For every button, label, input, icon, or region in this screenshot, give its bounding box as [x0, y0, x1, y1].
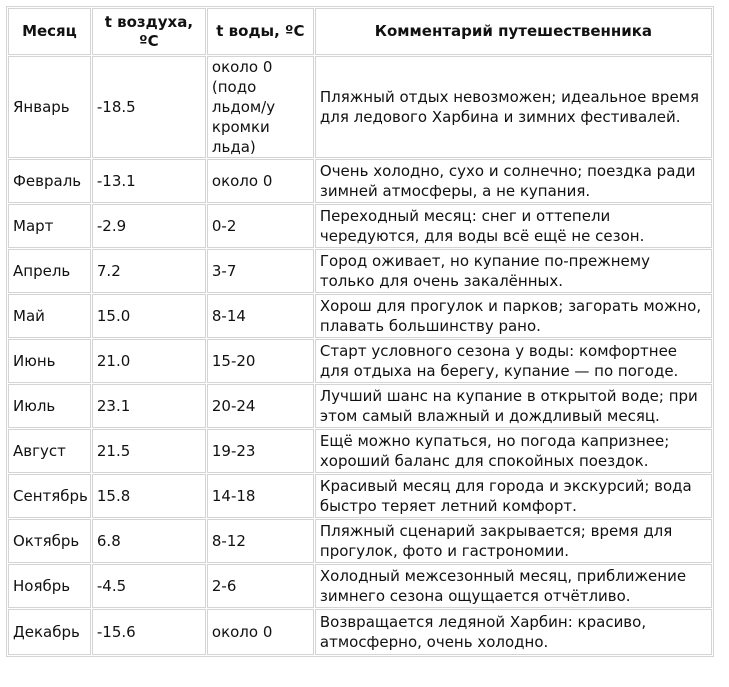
header-comment: Комментарий путешественника — [315, 8, 712, 55]
header-month: Месяц — [8, 8, 91, 55]
header-row — [8, 8, 712, 55]
climate-table — [6, 6, 714, 657]
header-air-temp — [92, 8, 206, 55]
cell-air-temp: -15.6 — [92, 609, 206, 655]
cell-water-temp: около 0 — [207, 159, 314, 203]
table-row — [8, 56, 712, 158]
cell-air-temp: -18.5 — [92, 56, 206, 158]
cell-month: Июнь — [8, 339, 91, 383]
header-air-line2: ºC — [139, 31, 159, 50]
cell-air-temp: 21.0 — [92, 339, 206, 383]
cell-comment: Очень холодно, сухо и солнечно; поездка ради зимней атмосферы, а не купания. — [315, 159, 712, 203]
cell-air-temp: 15.0 — [92, 294, 206, 338]
table-row — [8, 474, 712, 518]
cell-water-temp: 2-6 — [207, 564, 314, 608]
cell-month: Сентябрь — [8, 474, 91, 518]
table-row — [8, 519, 712, 563]
cell-water-temp: 0-2 — [207, 204, 314, 248]
cell-month: Март — [8, 204, 91, 248]
cell-air-temp: 7.2 — [92, 249, 206, 293]
cell-month: Июль — [8, 384, 91, 428]
cell-comment: Старт условного сезона у воды: комфортнее для отдыха на берегу, купание — по погоде. — [315, 339, 712, 383]
table-row — [8, 609, 712, 655]
cell-month: Октябрь — [8, 519, 91, 563]
cell-comment: Переходный месяц: снег и оттепели чередуются, для воды всё ещё не сезон. — [315, 204, 712, 248]
cell-water-temp: 8-14 — [207, 294, 314, 338]
table-row — [8, 564, 712, 608]
table-row — [8, 159, 712, 203]
cell-comment: Ещё можно купаться, но погода капризнее; хороший баланс для спокойных поездок. — [315, 429, 712, 473]
cell-air-temp: -2.9 — [92, 204, 206, 248]
cell-air-temp: 21.5 — [92, 429, 206, 473]
cell-water-temp: около 0 — [207, 609, 314, 655]
table-row — [8, 384, 712, 428]
table-header — [8, 8, 712, 55]
cell-comment: Пляжный сценарий закрывается; время для прогулок, фото и гастрономии. — [315, 519, 712, 563]
cell-air-temp: -4.5 — [92, 564, 206, 608]
cell-comment: Возвращается ледяной Харбин: красиво, атмосферно, очень холодно. — [315, 609, 712, 655]
table-row — [8, 249, 712, 293]
cell-comment: Пляжный отдых невозможен; идеальное время для ледового Харбина и зимних фестивалей. — [315, 56, 712, 158]
table-row — [8, 339, 712, 383]
cell-month: Август — [8, 429, 91, 473]
cell-month: Май — [8, 294, 91, 338]
cell-water-temp: около 0 (подо льдом/у кромки льда) — [207, 56, 314, 158]
cell-comment: Красивый месяц для города и экскурсий; вода быстро теряет летний комфорт. — [315, 474, 712, 518]
header-air-line1: t воздуха, — [104, 12, 194, 31]
cell-month: Ноябрь — [8, 564, 91, 608]
cell-month: Апрель — [8, 249, 91, 293]
cell-air-temp: 15.8 — [92, 474, 206, 518]
cell-air-temp: 6.8 — [92, 519, 206, 563]
cell-air-temp: 23.1 — [92, 384, 206, 428]
cell-water-temp: 15-20 — [207, 339, 314, 383]
cell-comment: Город оживает, но купание по-прежнему только для очень закалённых. — [315, 249, 712, 293]
cell-air-temp: -13.1 — [92, 159, 206, 203]
table-body — [8, 56, 712, 655]
cell-comment: Холодный межсезонный месяц, приближение зимнего сезона ощущается отчётливо. — [315, 564, 712, 608]
header-water-temp: t воды, ºC — [207, 8, 314, 55]
table-row — [8, 204, 712, 248]
table-row — [8, 429, 712, 473]
cell-water-temp: 3-7 — [207, 249, 314, 293]
cell-comment: Лучший шанс на купание в открытой воде; при этом самый влажный и дождливый месяц. — [315, 384, 712, 428]
cell-month: Январь — [8, 56, 91, 158]
cell-water-temp: 20-24 — [207, 384, 314, 428]
cell-water-temp: 14-18 — [207, 474, 314, 518]
cell-month: Декабрь — [8, 609, 91, 655]
table-row — [8, 294, 712, 338]
cell-water-temp: 19-23 — [207, 429, 314, 473]
cell-month: Февраль — [8, 159, 91, 203]
cell-comment: Хорош для прогулок и парков; загорать можно, плавать большинству рано. — [315, 294, 712, 338]
cell-water-temp: 8-12 — [207, 519, 314, 563]
